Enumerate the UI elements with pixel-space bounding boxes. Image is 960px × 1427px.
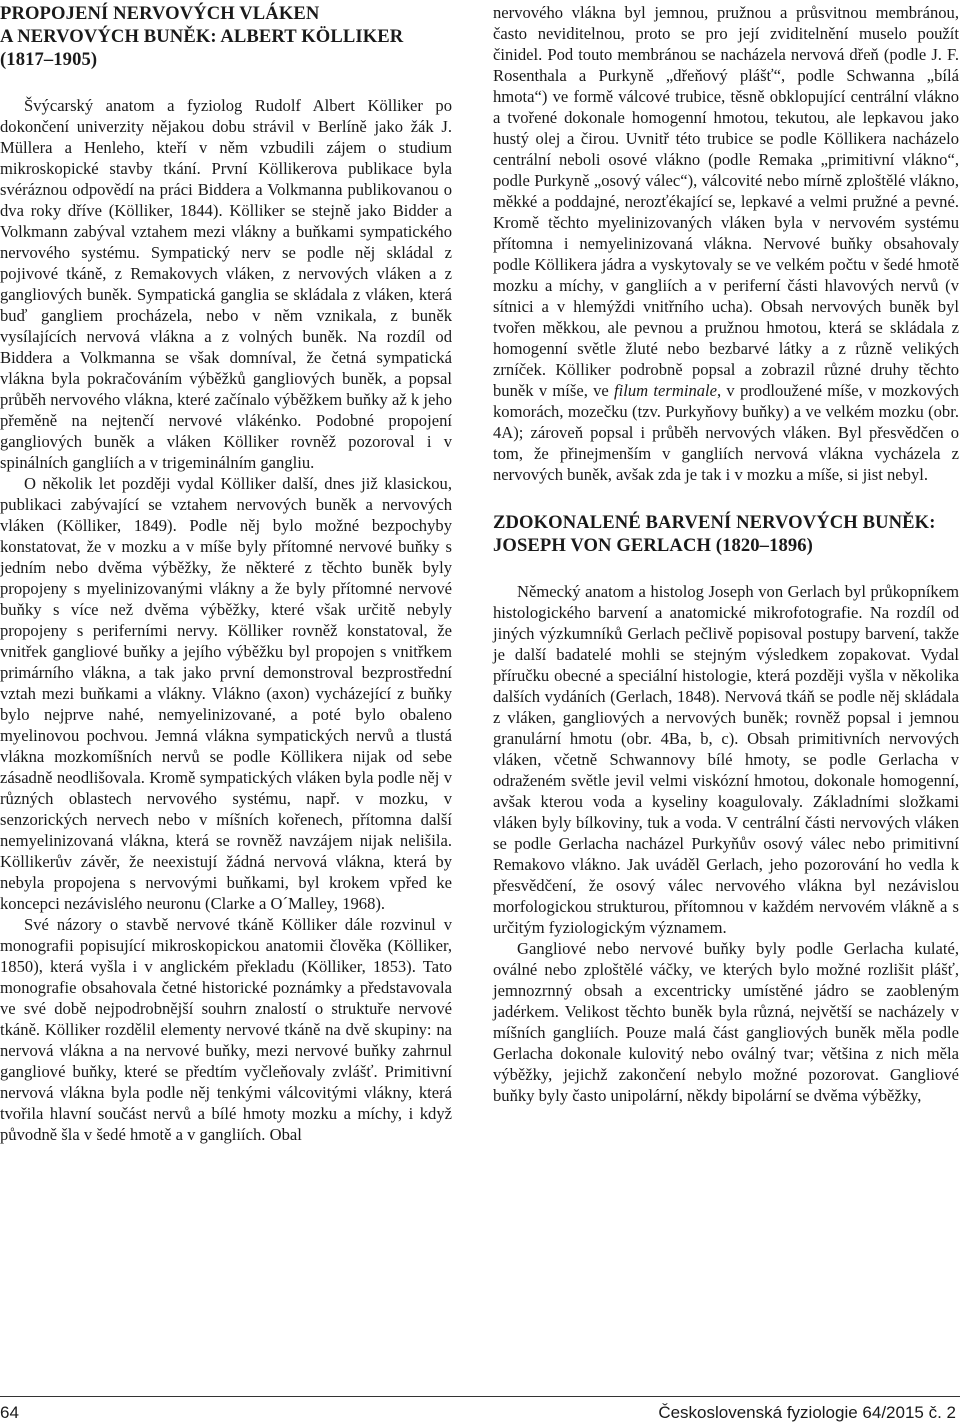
left-column (0, 2, 452, 1145)
paragraph: Německý anatom a histolog Joseph von Gerlach byl průkopníkem histologického barvení a anatomické mikrofotografie. Na rozdíl od jiných výzkumníků Gerlach pečlivě popisoval postupy barvení, takže je další badatelé mohli se stejným výsledkem zopakovat. Vydal příručku obecné a speciální histologie, která později vyšla v několika dalších vydáních (Gerlach, 1848). Nervová tkáň se podle něj skládala z vláken, gangliových a nervových buněk; rovněž popsal i jemnou granulární hmotu (obr. 4Ba, b, c). Obsah primitivních nervových vláken, včetně Schwannovy bílé hmoty, se podle Gerlacha v odraženém světle jevil velmi viskózní hmotou, dokonale homogenní, avšak kterou voda a kyseliny koagulovaly. Základními složkami vláken byly bílkoviny, tuk a voda. V centrální části nervových vláken se podle Gerlacha nacházel Purkyňův osový válec nebo primitivní Remakovo vlákno. Jak uváděl Gerlach, jeho pozorování ho vedla k přesvědčení, že osový válec nervového vlákna byl nezávislou morfologickou strukturou, přítomnou v každém nervovém vlákně a s určitým fyziologickým významem. (493, 582, 959, 937)
heading-line: PROPOJENÍ NERVOVÝCH VLÁKEN (0, 3, 320, 24)
paragraph: O několik let později vydal Kölliker další, dnes již klasickou, publikaci zabývající se vztahem nervových buněk a nervových vláken (Kölliker, 1849). Podle něj bylo možné bezpochyby konstatovat, že v mozku a v míše byly přítomné nervové buňky s jedním nebo dvěma výběžky, že některé z těchto buněk byly propojeny s myelinizovanými vlákny a že byly přítomné nervové buňky s více než dvěma výběžky, které však určitě nebyly propojeny s periferními nervy. Kölliker rovněž konstatoval, že vnitřek gangliové buňky a jejího výběžku byl propojen s vnitřkem primárního vlákna, a tak jako první demonstroval bezprostřední vztah mezi buňkami a vlákny. Vlákno (axon) vycházející z buňky bylo nejprve nahé, nemyelinizované, a poté bylo obaleno myelinovou pochvou. Jemná vlákna sympatických nervů a tlustá vlákna mozkomíšních nervů se podle Köllikera nijak od sebe zásadně neodlišovala. Kromě sympatických vláken byla podle něj v různých oblastech nervového systému, např. v mozku, v senzorických nervech nebo v míšních kořenech, přítomna další nemyelinizovaná vlákna, která se rovněž navzájem nijak nelišila. Köllikerův závěr, že neexistují žádná nervová vlákna, která by nebyla propojena s nervovými buňkami, byl krokem vpřed ke koncepci nezávislého neuronu (Clarke a O´Malley, 1968). (0, 474, 452, 913)
heading-line: (1817–1905) (0, 49, 98, 70)
heading-line: ZDOKONALENÉ BARVENÍ NERVOVÝCH BUNĚK: (493, 512, 936, 533)
right-column (493, 2, 959, 1106)
paragraph-text: , v prodloužené míše, v mozkových komorách, mozečku (tzv. Purkyňovy buňky) a ve velkém mozku (obr. 4A); zároveň popsal i průběh nervových vláken. Byl přesvědčen o tom, že přinejmenším v gangliích nervová vlákna vycházela z nervových buněk, avšak zda je tak i v mozku a míše, si jist nebyl. (493, 381, 959, 484)
latin-term: filum terminale (614, 381, 718, 400)
footer-divider (0, 1396, 960, 1397)
journal-citation: Československá fyziologie 64/2015 č. 2 (658, 1403, 956, 1422)
paragraph: Své názory o stavbě nervové tkáně Kölliker dále rozvinul v monografii popisující mikroskopickou anatomii člověka (Kölliker, 1850), která vyšla i v anglickém překladu (Kölliker, 1853). Tato monografie obsahovala četné historické poznámky a představovala ve své době nejpodrobnější souhrn znalostí o struktuře nervové tkáně. Kölliker rozdělil elementy nervové tkáně na dvě skupiny: na nervová vlákna a na nervové buňky, mezi nervové buňky zahrnul gangliové buňky, které se předtím vyčleňovaly zvlášť. Primitivní nervová vlákna byla podle něj tenkými válcovitými vlákny, která tvořila hlavní součást nervů a bílé hmoty mozku a míchy, i když původně šla v šedé hmotě a v gangliích. Obal (0, 915, 452, 1144)
section-heading-kolliker (0, 2, 452, 71)
paragraph: Gangliové nebo nervové buňky byly podle Gerlacha kulaté, oválné nebo zploštělé váčky, ve kterých bylo možné rozlišit plášť, jemnozrnný obsah a excentricky umístěné jádro se zaobleným jadérkem. Velikost těchto buněk byla různá, největší se nacházely v míšních gangliích. Pouze malá část gangliových buněk měla podle Gerlacha dokonale kulovitý nebo oválný tvar; většina z nich měla výběžky, jejichž zakončení nebylo možné pozorovat. Gangliové buňky byly často unipolární, někdy bipolární se dvěma výběžky, (493, 939, 959, 1105)
heading-line: A NERVOVÝCH BUNĚK: ALBERT KÖLLIKER (0, 26, 404, 47)
paragraph-text: nervového vlákna byl jemnou, pružnou a průsvitnou membránou, často neviditelnou, proto se pro její zviditelnění muselo použít činidel. Pod touto membránou se nacházela nervová dřeň (podle J. F. Rosenthala a Purkyně „dřeňový plášť“, podle Schwanna „bílá hmota“) ve formě válcové trubice, těsně obklopující centrální vlákno a tvořené dokonale homogenní hmotou, tekutou, ale lepkavou jako hustý olej a čirou. Uvnitř této trubice se podle Köllikera nacházelo centrální neboli osové vlákno (podle Remaka „primitivní vlákno“, podle Purkyně „osový válec“), válcovité nebo mírně zploštělé vlákno, měkké a poddajné, nerozťékající se, lepkavé a velmi pružné a pevné. Kromě těchto myelinizovaných vláken byla v nervovém systému přítomna i nemyelinizovaná vlákna. Nervové buňky obsahovaly podle Köllikera jádra a vyskytovaly se ve velkém počtu v šedé hmotě mozku a míchy, v gangliích a v periferní části hlavových nervů (v sítnici a v hlemýždi vnitřního ucha). Obsah nervových buněk byl tvořen měkkou, ale pevnou a pružnou hmotou, která se skládala z homogenní světle žluté nebo bezbarvé látky a z různě velikých zrníček. Kölliker podrobně popsal a zobrazil různé druhy těchto buněk v míše, ve (493, 3, 959, 400)
section-heading-gerlach (493, 511, 959, 557)
paragraph: Švýcarský anatom a fyziolog Rudolf Albert Kölliker po dokončení univerzity nějakou dobu strávil v Berlíně jako žák J. Müllera a Henleho, kteří v něm vzbudili zájem o studium mikroskopické stavby tkání. První Köllikerova publikace byla svéráznou odpovědí na práci Biddera a Volkmanna publikovanou o dva roky dříve (Kölliker, 1844). Kölliker se stejně jako Bidder a Volkmann zabýval vztahem mezi vlákny a buňkami sympatického nervového systému. Sympatický nerv se podle něj skládal z pojivové tkáně, z Remakovych vláken, z nervových vláken a z gangliových buněk. Sympatická ganglia se skládala z vláken, která buď gangliem procházela, nebo v něm vznikala, z buněk vysílajících nervová vlákna a z volných buněk. Na rozdíl od Biddera a Volkmanna se však domníval, že četná sympatická vlákna byla pokračováním výběžků gangliových buněk, a popsal průběh nervového vlákna, které začínalo výběžkem buňky až k jeho přeměně na nejtenčí nervové vlákénko. Podobné propojení gangliových buněk a vláken Kölliker rovněž pozoroval i v spinálních gangliích a v trigeminálním gangliu. (0, 96, 452, 472)
page-number: 64 (0, 1403, 19, 1422)
heading-line: JOSEPH VON GERLACH (1820–1896) (493, 535, 813, 556)
paragraph (493, 2, 959, 485)
